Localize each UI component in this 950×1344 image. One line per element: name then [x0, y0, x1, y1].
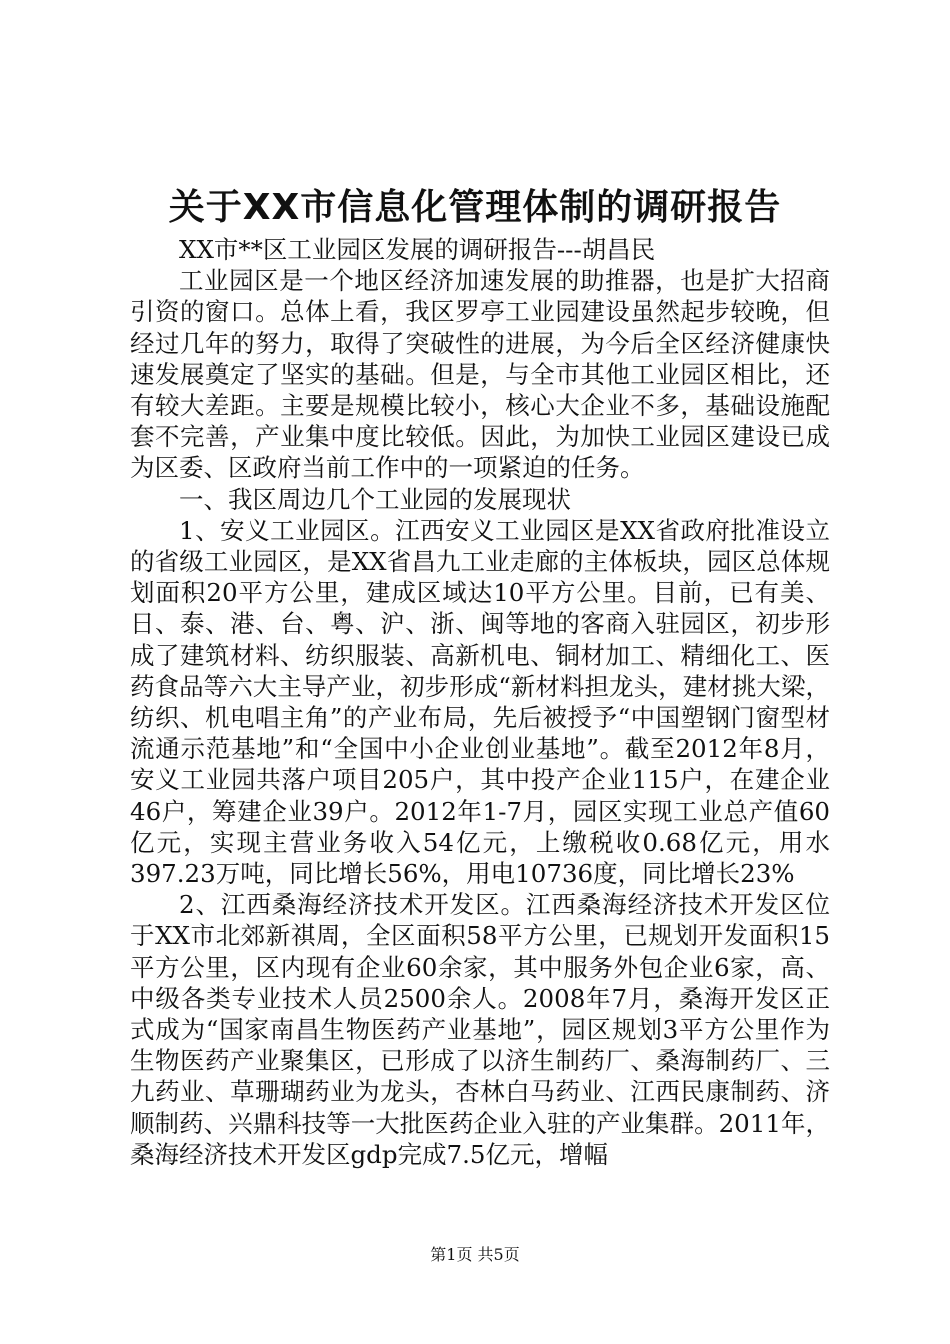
- document-body: [130, 234, 830, 1170]
- page-footer: 第1页 共5页: [430, 1245, 520, 1264]
- document-title: 关于XX市信息化管理体制的调研报告: [168, 187, 782, 228]
- paragraph-anyi: 1、安义工业园区。江西安义工业园区是XX省政府批准设立的省级工业园区，是XX省昌九工业走廊的主体板块，园区总体规划面积20平方公里，建成区域达10平方公里。目前，已有美、日、泰、港、台、粤、沪、浙、闽等地的客商入驻园区，初步形成了建筑材料、纺织服装、高新机电、铜材加工、精细化工、医药食品等六大主导产业，初步形成“新材料担龙头，建材挑大梁，纺织、机电唱主角”的产业布局，先后被授予“中国塑钢门窗型材流通示范基地”和“全国中小企业创业基地”。截至2012年8月，安义工业园共落户项目205户，其中投产企业115户，在建企业46户，筹建企业39户。2012年1-7月，园区实现工业总产值60亿元，实现主营业务收入54亿元，上缴税收0.68亿元，用水397.23万吨，同比增长56%，用电10736度，同比增长23%: [130, 515, 830, 889]
- document-subtitle: XX市**区工业园区发展的调研报告---胡昌民: [179, 235, 656, 264]
- paragraph-sanghai: 2、江西桑海经济技术开发区。江西桑海经济技术开发区位于XX市北郊新祺周，全区面积58平方公里，已规划开发面积15平方公里，区内现有企业60余家，其中服务外包企业6家，高、中级各类专业技术人员2500余人。2008年7月，桑海开发区正式成为“国家南昌生物医药产业基地”，园区规划3平方公里作为生物医药产业聚集区，已形成了以济生制药厂、桑海制药厂、三九药业、草珊瑚药业为龙头，杏林白马药业、江西民康制药、济顺制药、兴鼎科技等一大批医药企业入驻的产业集群。2011年，桑海经济技术开发区gdp完成7.5亿元，增幅: [130, 890, 830, 1169]
- paragraph-intro: 工业园区是一个地区经济加速发展的助推器，也是扩大招商引资的窗口。总体上看，我区罗亭工业园建设虽然起步较晚，但经过几年的努力，取得了突破性的进展，为今后全区经济健康快速发展奠定了坚实的基础。但是，与全市其他工业园区相比，还有较大差距。主要是规模比较小，核心大企业不多，基础设施配套不完善，产业集中度比较低。因此，为加快工业园区建设已成为区委、区政府当前工作中的一项紧迫的任务。: [130, 266, 830, 483]
- section-heading: 一、我区周边几个工业园的发展现状: [179, 484, 571, 514]
